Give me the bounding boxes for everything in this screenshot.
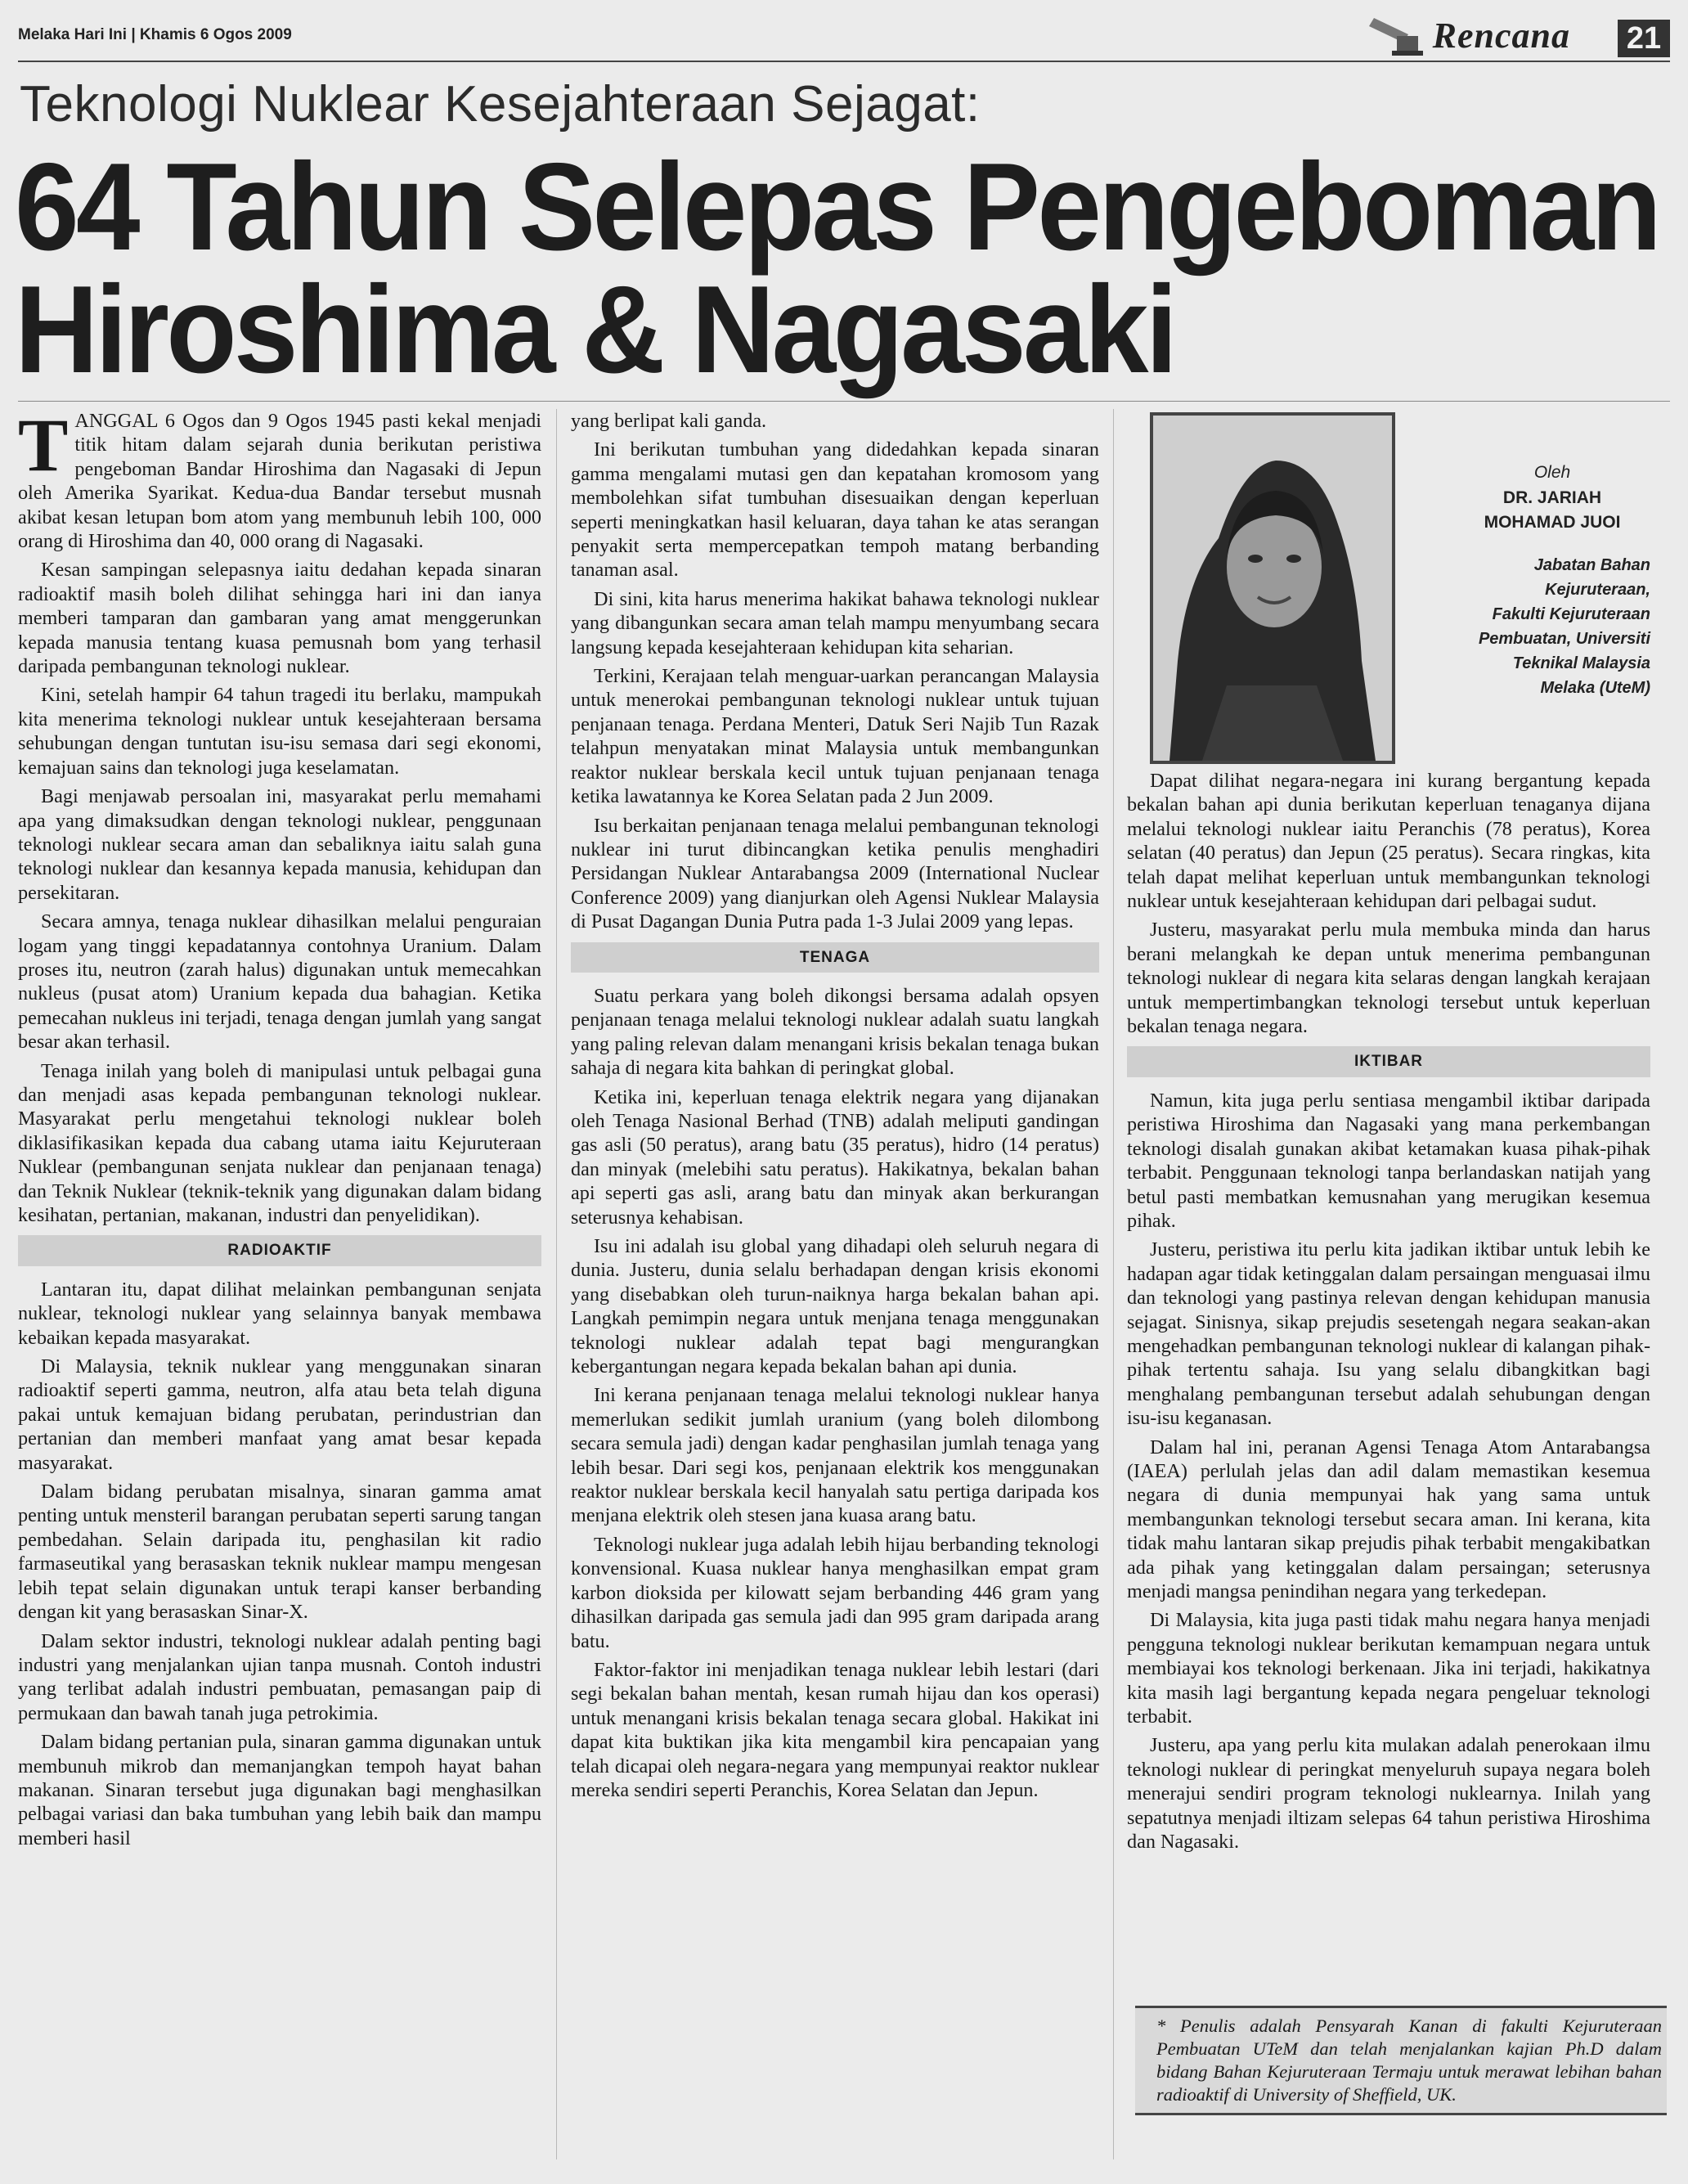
author-affiliation: Jabatan Bahan Kejuruteraan, Fakulti Kejuruteraan Pembuatan, Universiti Teknikal Malaysia Melaka (UteM)	[1478, 556, 1650, 697]
paragraph: Secara amnya, tenaga nuklear dihasilkan melalui penguraian logam yang tinggi kepadatannya contohnya Uranium. Dalam proses itu, neutron (zarah halus) digunakan untuk memecahkan nukleus (pusat atom) Uranium kepada dua bahagian. Ketika pemecahan nukleus ini terjadi, tenaga dengan jumlah yang sangat besar akan terhasil.	[18, 910, 541, 1054]
subheading-radioaktif: RADIOAKTIF	[18, 1235, 541, 1265]
author-portrait-icon	[1153, 416, 1392, 761]
drop-cap: T	[18, 403, 69, 487]
paragraph: Dalam hal ini, peranan Agensi Tenaga Atom Antarabangsa (IAEA) perlulah jelas dan adil dalam memastikan kesemua negara di dunia mempunyai hak yang sama untuk membangunkan teknologi tersebut secara aman. Ini kerana, kita tidak mahu lantaran sikap prejudis pihak terbabit mengakibatkan ada pihak yang ketinggalan dalam persaingan; seterusnya menjadi mangsa penindihan negara yang terkedepan.	[1127, 1436, 1650, 1602]
paragraph: Ketika ini, keperluan tenaga elektrik negara yang dijanakan oleh Tenaga Nasional Berhad (TNB) adalah meliputi gandingan gas asli (50 peratus), arang batu (35 peratus), hidro (14 peratus) dan minyak (melebihi satu peratus). Hakikatnya, bekalan bahan api seperti gas asli, arang batu dan minyak akan berkurangan seterusnya kehabisan.	[571, 1085, 1099, 1229]
paragraph: Lantaran itu, dapat dilihat melainkan pembangunan senjata nuklear, teknologi nuklear yang selainnya banyak membawa kebaikan kepada masyarakat.	[18, 1278, 541, 1349]
headline-line-1: 64 Tahun Selepas Pengeboman	[15, 137, 1659, 276]
paragraph: Tenaga inilah yang boleh di manipulasi untuk pelbagai guna dan menjadi asas kepada pembangunan teknologi nuklear. Masyarakat perlu mengetahui teknologi nuklear boleh diklasifikasikan kepada dua cabang utama iaitu Kejuruteraan Nuklear (pembangunan senjata nuklear dan penjanaan tenaga) dan Teknik Nuklear (teknik-teknik yang digunakan dalam bidang kesihatan, pertanian, makanan, industri dan penyelidikan).	[18, 1059, 541, 1226]
paragraph: Dalam bidang pertanian pula, sinaran gamma digunakan untuk membunuh mikrob dan memanjangkan tempoh hayat bahan makanan. Sinaran tersebut juga digunakan bagi menghasilkan pelbagai variasi dan baka tumbuhan yang lebih baik dan mampu memberi hasil	[18, 1731, 541, 1849]
paragraph: Kini, setelah hampir 64 tahun tragedi itu berlaku, mampukah kita menerima teknologi nuklear untuk kesejahteraan bersama sehubungan dengan tuntutan isu-isu semasa dari segi ekonomi, kemajuan sains dan teknologi juga keselamatan.	[18, 684, 541, 779]
author-photo	[1150, 412, 1395, 764]
subheading-tenaga: TENAGA	[571, 942, 1099, 973]
paragraph: Di Malaysia, teknik nuklear yang menggunakan sinaran radioaktif seperti gamma, neutron, alfa atau beta telah diguna pakai untuk kemajuan bidang perubatan, perindustrian dan pertanian dan memberi manfaat yang amat besar kepada masyarakat.	[18, 1355, 541, 1474]
author-name: DR. JARIAH MOHAMAD JUOI	[1484, 488, 1621, 532]
column-divider	[556, 409, 557, 2159]
column-divider	[1113, 409, 1114, 2159]
paragraph: Justeru, apa yang perlu kita mulakan adalah penerokaan ilmu teknologi nuklear di peringkat menyeluruh supaya negara boleh menerajui sendiri program teknologi nuklearnya. Inilah yang sepatutnya menjadi iltizam selepas 64 tahun peristiwa Hiroshima dan Nagasaki.	[1127, 1734, 1650, 1854]
subheading-iktibar: IKTIBAR	[1127, 1046, 1650, 1076]
paragraph: Faktor-faktor ini menjadikan tenaga nuklear lebih lestari (dari segi bekalan bahan mentah, kesan rumah hijau dan kos operasi) untuk menangani krisis bekalan tenaga secara global. Hakikat ini dapat kita buktikan jika kita mengambil kira pencapaian yang telah dicapai oleh negara-negara yang mempunyai reaktor nuklear mereka sendiri seperti Peranchis, Korea Selatan dan Jepun.	[571, 1658, 1099, 1801]
paragraph: Di sini, kita harus menerima hakikat bahawa teknologi nuklear yang dibangunkan secara aman telah mampu menyumbang secara langsung kepada kesejahteraan kehidupan kita seharian.	[571, 587, 1099, 658]
kicker: Teknologi Nuklear Kesejahteraan Sejagat:	[20, 76, 981, 133]
paragraph: Terkini, Kerajaan telah menguar-uarkan perancangan Malaysia untuk menerokai pembangunan teknologi nuklear untuk tujuan penjanaan tenaga. Perdana Menteri, Datuk Seri Najib Tun Razak telahpun menyatakan minat Malaysia untuk membangunkan reaktor nuklear berskala kecil untuk tujuan penjanaan tenaga ketika lawatannya ke Korea Selatan pada 2 Jun 2009.	[571, 665, 1099, 808]
masthead	[18, 15, 1670, 62]
section-title: Rencana	[1432, 16, 1570, 56]
headline-line-2: Hiroshima & Nagasaki	[15, 260, 1175, 399]
paragraph: yang berlipat kali ganda.	[571, 410, 767, 432]
paragraph: Ini berikutan tumbuhan yang didedahkan kepada sinaran gamma mengalami mutasi gen dan kepatahan kromosom yang membolehkan sifat tumbuhan disesuaikan dengan keperluan seperti meningkatkan hasil keluaran, daya tahan ke atas serangan penyakit serta mempercepatkan tempoh matang berbanding tanaman asal.	[571, 438, 1099, 582]
pen-logo-icon	[1367, 15, 1425, 57]
paragraph: Di Malaysia, kita juga pasti tidak mahu negara hanya menjadi pengguna teknologi nuklear berikutan kemampuan negara untuk membiayai kos teknologi berkenaan. Jika ini terjadi, hakikatnya kita masih lagi bergantung kepada negara pengeluar teknologi terbabit.	[1127, 1609, 1650, 1728]
paragraph: Dalam bidang perubatan misalnya, sinaran gamma amat penting untuk mensteril barangan perubatan seperti sarung tangan pembedahan. Selain daripada itu, penghasilan kit radio farmaseutikal yang berasaskan teknik nuklear mampu mengesan lebih tepat selain digunakan untuk terapi kanser berbanding dengan kit yang berasaskan Sinar-X.	[18, 1481, 541, 1624]
headline	[15, 137, 1659, 399]
paragraph: Kesan sampingan selepasnya iaitu dedahan kepada sinaran radioaktif masih boleh dilihat sehingga hari ini dan ianya memberi tamparan dan gambaran yang amat menggerunkan kepada manusia tentang kuasa pemusnah bom yang terhasil daripada pembangunan teknologi nuklear.	[18, 559, 541, 678]
paragraph: Bagi menjawab persoalan ini, masyarakat perlu memahami apa yang dimaksudkan dengan teknologi nuklear, penggunaan teknologi nuklear secara aman dan sebaliknya iaitu salah guna teknologi nuklear dan kesannya kepada manusia, kehidupan dan persekitaran.	[18, 785, 541, 904]
masthead-dateline: Melaka Hari Ini | Khamis 6 Ogos 2009	[18, 26, 292, 43]
paragraph: Dapat dilihat negara-negara ini kurang bergantung kepada bekalan bahan api dunia berikutan keperluan tenaganya dijana melalui teknologi nuklear iaitu Peranchis (78 peratus), Korea selatan (40 peratus) dan Jepun (25 peratus). Secara ringkas, kita telah dapat melihat keperluan untuk membangunkan teknologi nuklear untuk kesejahteraan kehidupan dari pelbagai sudut.	[1127, 770, 1650, 913]
author-footnote: * Penulis adalah Pensyarah Kanan di fakulti Kejuruteraan Pembuatan UTeM dan telah menjalankan kajian Ph.D dalam bidang Bahan Kejuruteraan Termaju untuk merawat lebihan bahan radioaktif di University of Sheffield, UK.	[1135, 2006, 1667, 2115]
paragraph: Ini kerana penjanaan tenaga melalui teknologi nuklear hanya memerlukan sedikit jumlah uranium (yang boleh dilombong secara semula jadi) dengan kadar penghasilan jumlah tenaga yang lebih besar. Dari segi kos, penjanaan elektrik kos menggunakan reaktor nuklear berskala kecil hanyalah satu pertiga daripada kos menjana elektrik oleh stesen jana kuasa arang batu.	[571, 1384, 1099, 1527]
author-box	[1127, 412, 1650, 764]
paragraph: Suatu perkara yang boleh dikongsi bersama adalah opsyen penjanaan tenaga melalui teknologi nuklear adalah suatu langkah yang paling relevan dalam menangani krisis bekalan tenaga bukan sahaja di negara kita bahkan di peringkat global.	[571, 984, 1099, 1080]
divider	[18, 401, 1670, 402]
article-column-3	[1127, 769, 1650, 1858]
paragraph: Isu ini adalah isu global yang dihadapi oleh seluruh negara di dunia. Justeru, dunia selalu berhadapan dengan krisis ekonomi yang disebabkan oleh turun-naiknya harga bekalan bahan api. Langkah pemimpin negara untuk menjana tenaga menggunakan teknologi nuklear adalah tepat bagi mengurangkan kebergantungan negara kepada bekalan bahan api dunia.	[571, 1235, 1099, 1378]
paragraph: Justeru, peristiwa itu perlu kita jadikan iktibar untuk lebih ke hadapan agar tidak ketinggalan dalam persaingan menguasai ilmu dan teknologi yang pastinya relevan dengan kehidupan manusia sejagat. Sinisnya, sikap prejudis sesetengah negara seakan-akan mengehadkan pembangunan teknologi nuklear di kalangan pihak-pihak tertentu sahaja. Isu yang selalu dibangkitkan bagi menghalang pembangunan tersebut adalah sehubungan dengan isu-isu keganasan.	[1127, 1238, 1650, 1430]
paragraph: Namun, kita juga perlu sentiasa mengambil iktibar daripada peristiwa Hiroshima dan Nagasaki yang mana perkembangan teknologi disalah gunakan akibat ketamakan kuasa pihak-pihak terbabit. Penggunaan teknologi tanpa berlandaskan natijah yang betul pasti membatkan kemusnahan yang merugikan kesemua pihak.	[1127, 1089, 1650, 1232]
paragraph: Dalam sektor industri, teknologi nuklear adalah penting bagi industri yang menjalankan ujian tanpa musnah. Contoh industri yang terlibat adalah industri pembuatan, pemasangan paip di permukaan dan bawah tanah juga petrokimia.	[18, 1629, 541, 1724]
paragraph: Justeru, masyarakat perlu mula membuka minda dan harus berani melangkah ke depan untuk menerima pembangunan teknologi nuklear di negara kita selaras dengan langkah kerajaan untuk mempertimbangkan teknologi tersebut untuk keperluan bekalan tenaga negara.	[1127, 919, 1650, 1038]
article-column-2	[571, 409, 1099, 1807]
paragraph: Isu berkaitan penjanaan tenaga melalui pembangunan teknologi nuklear ini turut dibincangkan ketika penulis menghadiri Persidangan Nuklear Antarabangsa 2009 (International Nuclear Conference 2009) yang dianjurkan oleh Agensi Nuklear Malaysia di Pusat Dagangan Dunia Putra pada 1-3 Julai 2009 yang lepas.	[571, 814, 1099, 933]
article-column-1	[18, 403, 541, 1855]
author-info	[1405, 463, 1650, 700]
paragraph: TANGGAL 6 Ogos dan 9 Ogos 1945 pasti kekal menjadi titik hitam dalam sejarah dunia berikutan peristiwa pengeboman Bandar Hiroshima dan Nagasaki di Jepun oleh Amerika Syarikat. Kedua-dua Bandar tersebut musnah akibat kesan letupan bom atom yang membunuh lebih 100, 000 orang di Hiroshima dan 40, 000 orang di Nagasaki.	[18, 403, 541, 553]
paragraph: Teknologi nuklear juga adalah lebih hijau berbanding teknologi konvensional. Kuasa nuklear hanya menghasilkan empat gram karbon dioksida per kilowatt sejam berbanding 446 gram yang dihasilkan daripada gas semula jadi dan 995 gram daripada arang batu.	[571, 1533, 1099, 1652]
page-number: 21	[1618, 20, 1670, 57]
byline-label: Oleh	[1533, 463, 1571, 482]
